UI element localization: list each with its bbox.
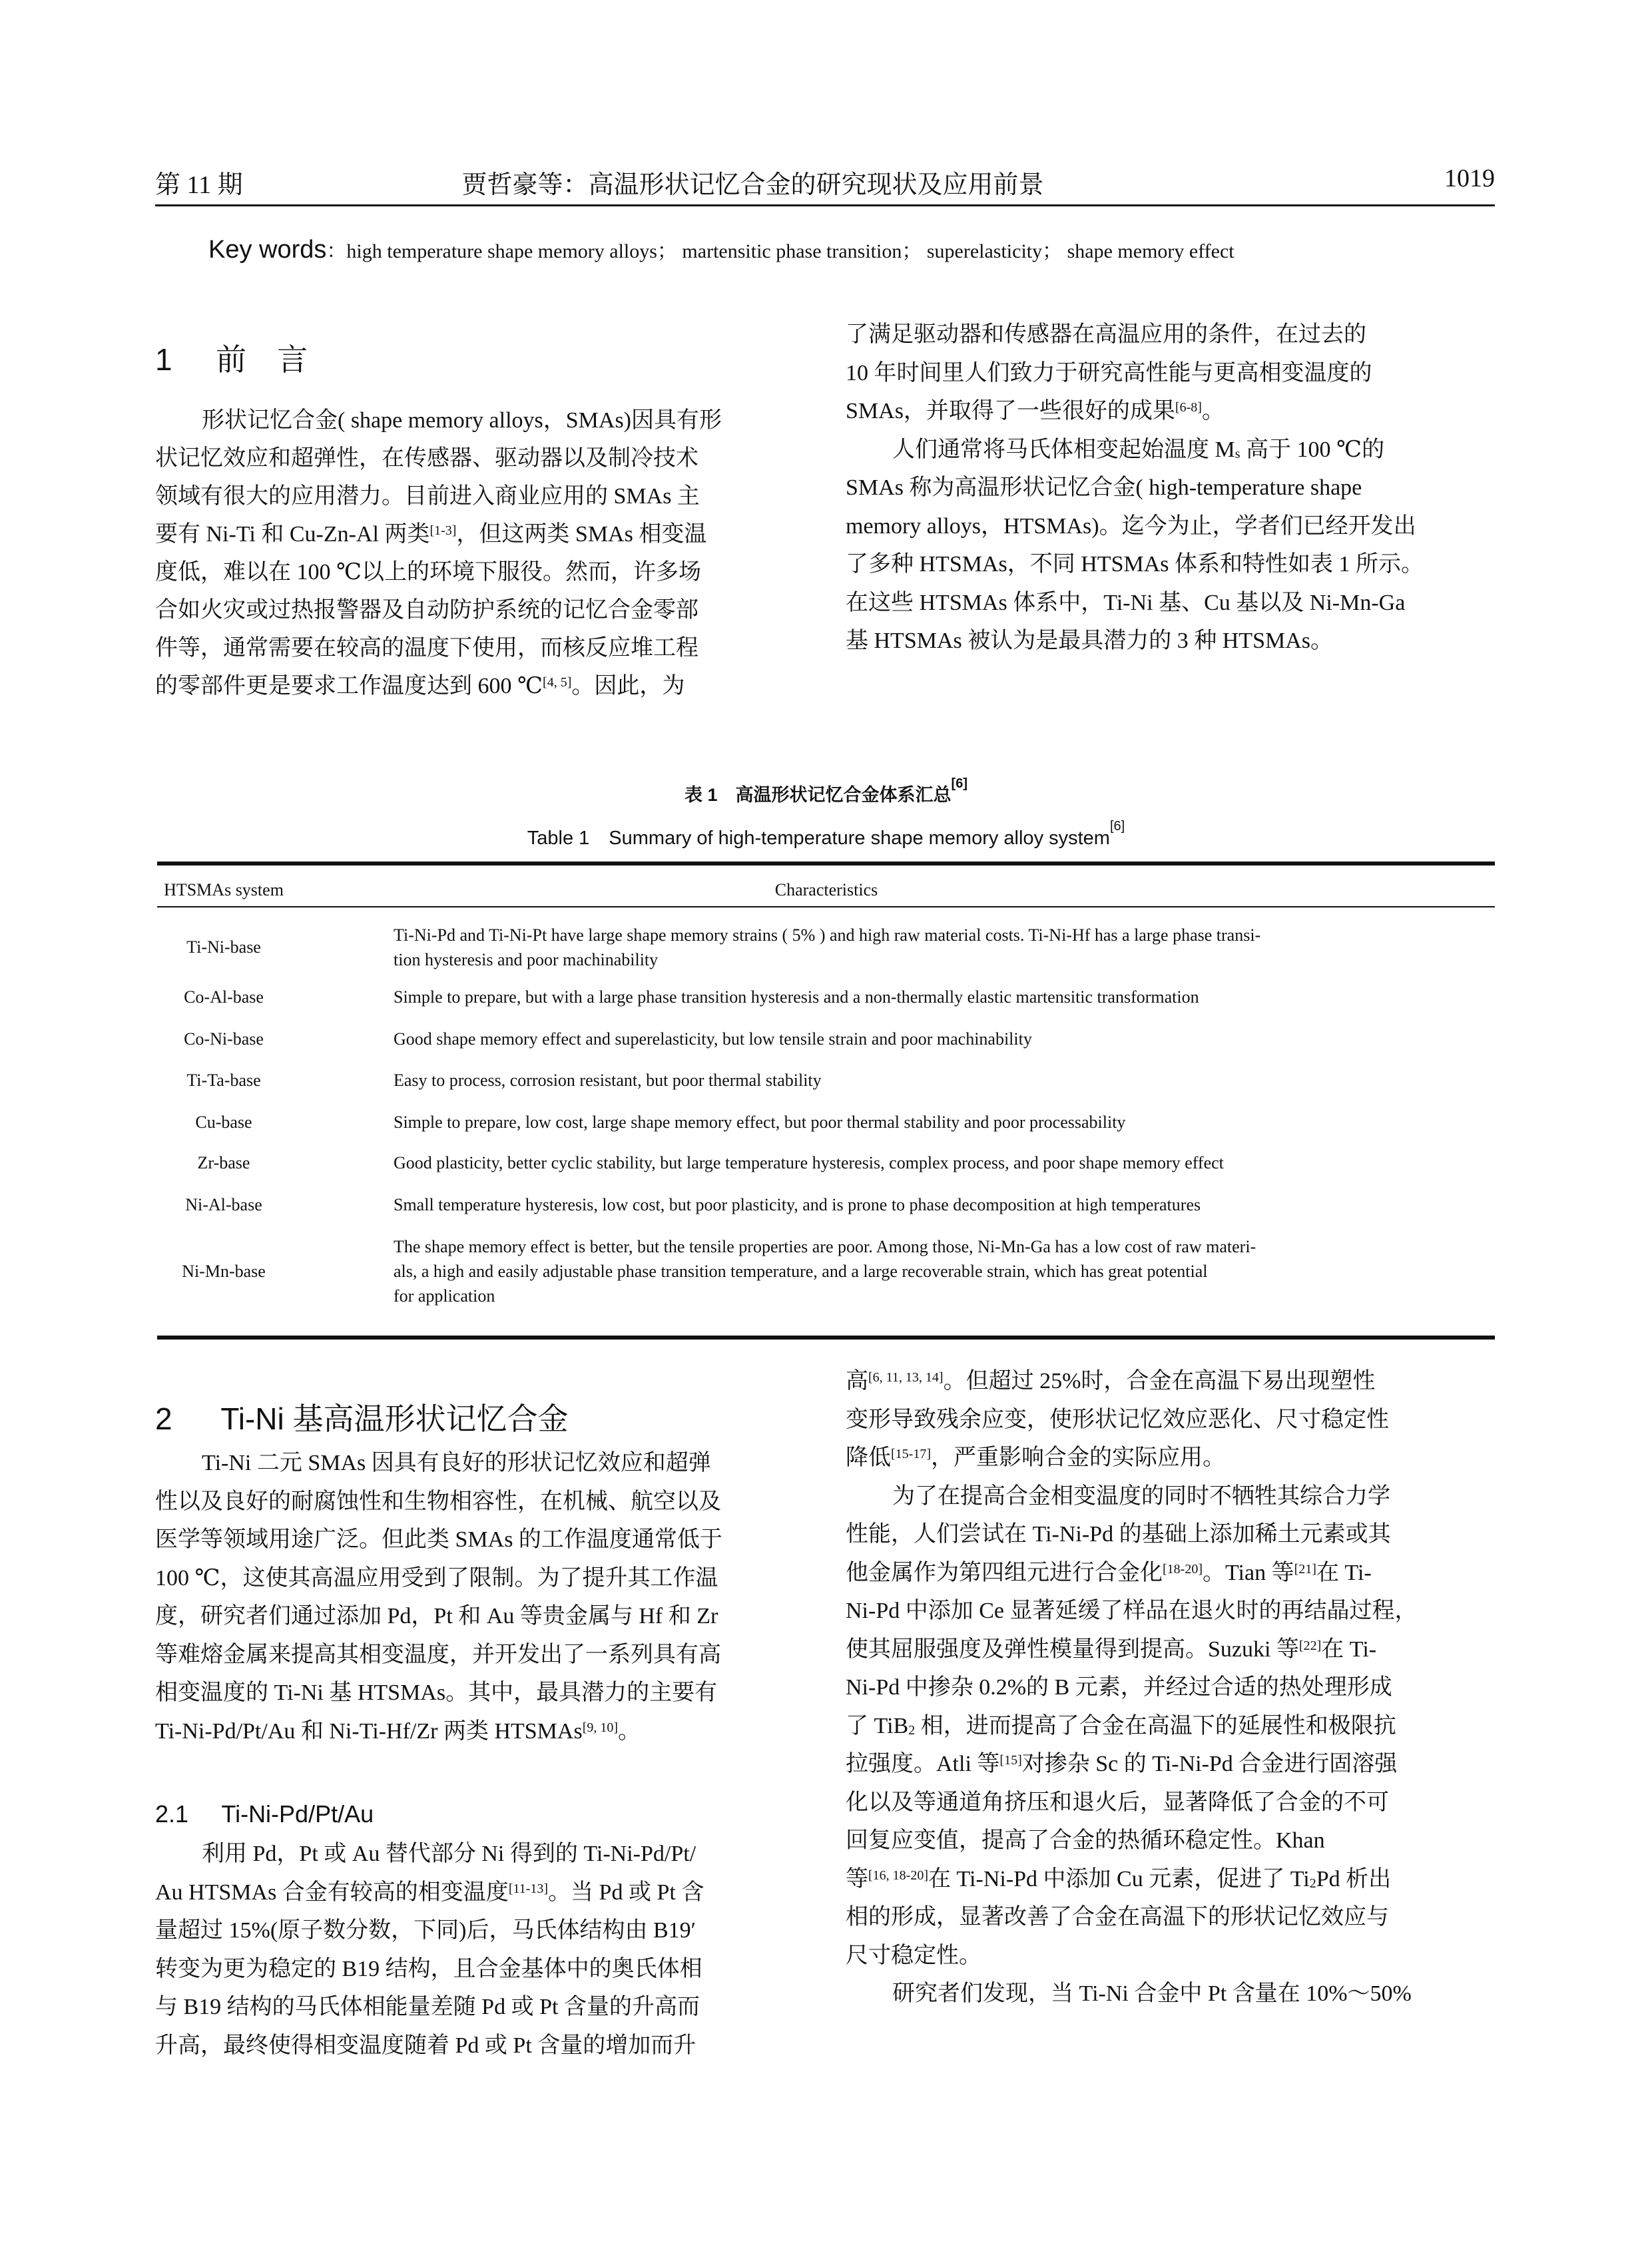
table-cell-characteristics: Simple to prepare, but with a large phase transition hysteresis and a non-thermally elastic martensitic transformation <box>394 987 1199 1007</box>
text-span: 了 TiB <box>846 1713 909 1738</box>
citation-ref: [15] <box>999 1753 1022 1768</box>
text-line <box>155 1956 796 1983</box>
text-line <box>846 1943 1495 1969</box>
citation-ref: [4, 5] <box>543 675 572 690</box>
text-span: 拉强度。Atli 等 <box>846 1752 1000 1776</box>
text-span: 形状记忆合金( shape memory alloys，SMAs)因具有形 <box>202 408 722 433</box>
citation-ref: [15-17] <box>891 1447 931 1461</box>
text-span: 研究者们发现，当 Ti-Ni 合金中 Pt 含量在 10%～50% <box>892 1981 1412 2006</box>
text-line <box>846 1828 1495 1854</box>
section-1-number: 1 <box>155 342 172 377</box>
text-span: 的零部件更是要求工作温度达到 600 ℃ <box>155 674 543 698</box>
table-cell-system: Cu-base <box>195 1113 252 1132</box>
section-2-number: 2 <box>155 1401 172 1436</box>
text-line <box>846 1866 1495 1893</box>
text-span: 基 HTSMAs 被认为是最具潜力的 3 种 HTSMAs。 <box>846 628 1333 653</box>
table-cell-system: Co-Ni-base <box>184 1029 264 1049</box>
text-span: 要有 Ni-Ti 和 Cu-Zn-Al 两类 <box>155 522 430 547</box>
text-span: 在 Ti- <box>1321 1636 1377 1662</box>
table-cell-characteristics: The shape memory effect is better, but the tensile properties are poor. Among those, Ni-Mn-Ga has a low cost of raw materi- <box>394 1237 1256 1256</box>
text-span: 。 <box>618 1718 641 1744</box>
text-span: 。 <box>1201 399 1225 423</box>
text-span: 回复应变值，提高了合金的热循环稳定性。Khan <box>846 1828 1325 1853</box>
text-span: 100 ℃，这使其高温应用受到了限制。为了提升其工作温 <box>155 1565 718 1591</box>
text-line <box>846 437 1495 463</box>
text-span: 对掺杂 Sc 的 Ti-Ni-Pd 合金进行固溶强 <box>1021 1752 1398 1776</box>
text-line <box>155 1917 796 1944</box>
keywords <box>208 234 1235 264</box>
text-span: Ti-Ni-Pd/Pt/Au 和 Ni-Ti-Hf/Zr 两类 HTSMAs <box>155 1718 583 1744</box>
text-line <box>846 398 1495 425</box>
text-span: 尺寸稳定性。 <box>846 1943 981 1968</box>
section-2-heading <box>155 1395 568 1439</box>
text-span: 相，进而提高了合金在高温下的延展性和极限抗 <box>915 1713 1396 1738</box>
text-span: 相的形成，显著改善了合金在高温下的形状记忆效应与 <box>846 1905 1389 1929</box>
text-line <box>155 1642 796 1668</box>
text-span: 量超过 15%(原子数分数，下同)后，马氏体结构由 B19′ <box>155 1918 696 1943</box>
text-line <box>155 1603 796 1630</box>
subscript: 2 <box>908 1722 916 1738</box>
table-cell-system: Co-Al-base <box>184 987 264 1007</box>
table-header-characteristics: Characteristics <box>774 880 878 899</box>
table-cell-characteristics: Easy to process, corrosion resistant, but poor thermal stability <box>394 1071 822 1090</box>
text-line <box>846 1483 1495 1510</box>
table-caption-en: Table 1 Summary of high-temperature shape memory alloy system[6] <box>527 819 1125 849</box>
text-line <box>846 1407 1495 1433</box>
subscript: 2 <box>1309 1875 1316 1891</box>
text-line <box>846 475 1495 501</box>
table-cell-characteristics: Ti-Ni-Pd and Ti-Ni-Pt have large shape memory strains ( 5% ) and high raw material costs. Ti-Ni-Hf has a large phase transi- <box>394 925 1261 945</box>
text-span: SMAs，并取得了一些很好的成果 <box>846 399 1175 423</box>
citation-ref: [18-20] <box>1163 1561 1203 1577</box>
text-span: 。但超过 25%时，合金在高温下易出现塑性 <box>943 1369 1376 1393</box>
text-span: 领域有很大的应用潜力。目前进入商业应用的 SMAs 主 <box>155 484 700 509</box>
keywords-text: high temperature shape memory alloys； martensitic phase transition； superelasticity； shape memory effect <box>346 240 1235 262</box>
text-span: 。因此，为 <box>571 674 685 698</box>
text-line <box>846 1368 1495 1395</box>
table-bottom-rule <box>157 1336 1495 1340</box>
section-1-title: 前 言 <box>216 342 308 377</box>
table-top-rule <box>157 862 1495 866</box>
text-span: 化以及等通道角挤压和退火后，显著降低了合金的不可 <box>846 1790 1389 1815</box>
text-line <box>846 1904 1495 1931</box>
text-line <box>846 360 1495 387</box>
text-span: 状记忆效应和超弹性，在传感器、驱动器以及制冷技术 <box>155 446 698 471</box>
text-line <box>155 1489 796 1515</box>
text-line <box>846 322 1495 348</box>
text-line <box>155 521 796 548</box>
section-1-heading <box>155 336 308 379</box>
text-span: ，但这两类 SMAs 相变温 <box>456 522 707 547</box>
text-span: Au HTSMAs 合金有较高的相变温度 <box>155 1879 509 1905</box>
table-header-rule <box>157 906 1495 907</box>
text-span: 降低 <box>846 1445 891 1470</box>
text-line <box>846 628 1495 654</box>
text-span: 医学等领域用途广泛。但此类 SMAs 的工作温度通常低于 <box>155 1527 722 1552</box>
text-line <box>155 1450 796 1477</box>
text-line <box>155 483 796 510</box>
text-line <box>846 1636 1495 1663</box>
text-span: Ni-Pd 中掺杂 0.2%的 B 元素，并经过合适的热处理形成 <box>846 1675 1392 1700</box>
text-line <box>846 590 1495 617</box>
text-span: 等难熔金属来提高其相变温度，并开发出了一系列具有高 <box>155 1642 721 1667</box>
text-span: SMAs 称为高温形状记忆合金( high-temperature shape <box>846 475 1362 500</box>
text-line <box>155 445 796 472</box>
text-span: 了多种 HTSMAs，不同 HTSMAs 体系和特性如表 1 所示。 <box>846 552 1424 577</box>
text-line <box>155 1994 796 2021</box>
page-number: 1019 <box>1444 164 1495 192</box>
text-span: 。当 Pd 或 Pt 含 <box>548 1879 704 1905</box>
subscript: s <box>1235 446 1240 461</box>
text-span: 10 年时间里人们致力于研究高性能与更高相变温度的 <box>846 360 1372 385</box>
keywords-separator: ： <box>326 240 347 262</box>
text-line <box>155 1718 796 1745</box>
table-cell-system: Zr-base <box>197 1153 250 1172</box>
text-span: 升高，最终使得相变温度随着 Pd 或 Pt 含量的增加而升 <box>155 2033 696 2058</box>
citation-ref: [9, 10] <box>582 1720 619 1735</box>
text-line <box>155 407 796 434</box>
text-span: 性以及良好的耐腐蚀性和生物相容性，在机械、航空以及 <box>155 1489 721 1514</box>
table-cell-characteristics: Small temperature hysteresis, low cost, but poor plasticity, and is prone to phase decomposition at high temperatures <box>394 1195 1201 1214</box>
citation-ref: [21] <box>1294 1561 1316 1577</box>
text-line <box>155 673 796 700</box>
text-line <box>846 1981 1495 2007</box>
text-span: 高 <box>846 1369 868 1393</box>
text-line <box>155 2033 796 2059</box>
table-cell-system: Ti-Ni-base <box>186 937 261 957</box>
keywords-label: Key words <box>208 236 327 264</box>
text-line <box>846 1521 1495 1548</box>
table-cell-characteristics: Good shape memory effect and superelasticity, but low tensile strain and poor machinability <box>394 1029 1032 1049</box>
table-cell-system: Ti-Ta-base <box>186 1071 261 1090</box>
text-span: 等 <box>846 1866 868 1891</box>
text-span: 度，研究者们通过添加 Pd，Pt 和 Au 等贵金属与 Hf 和 Zr <box>155 1604 718 1628</box>
text-line <box>846 1713 1495 1740</box>
text-line <box>846 513 1495 540</box>
table-cell-characteristics: tion hysteresis and poor machinability <box>394 950 659 969</box>
text-line <box>846 1445 1495 1471</box>
text-span: ，严重影响合金的实际应用。 <box>930 1445 1225 1470</box>
text-span: 度低，难以在 100 ℃以上的环境下服役。然而，许多场 <box>155 560 702 585</box>
text-span: 了满足驱动器和传感器在高温应用的条件，在过去的 <box>846 322 1366 347</box>
text-span: 合如火灾或过热报警器及自动防护系统的记忆合金零部 <box>155 598 698 622</box>
text-span: memory alloys，HTSMAs)。迄今为止，学者们已经开发出 <box>846 513 1416 539</box>
citation-ref: [1-3] <box>429 523 457 538</box>
text-line <box>846 1598 1495 1624</box>
table-caption-cn: 表 1 高温形状记忆合金体系汇总[6] <box>685 776 967 805</box>
citation-ref: [16, 18-20] <box>868 1868 928 1883</box>
section-2-title: Ti-Ni 基高温形状记忆合金 <box>220 1401 569 1436</box>
text-span: 高于 100 ℃的 <box>1240 437 1385 462</box>
text-line <box>155 1879 796 1906</box>
text-line <box>155 1680 796 1706</box>
text-line <box>155 635 796 662</box>
text-span: 人们通常将马氏体相变起始温度 M <box>892 437 1235 462</box>
text-span: 件等，通常需要在较高的温度下使用，而核反应堆工程 <box>155 636 698 660</box>
text-span: 利用 Pd，Pt 或 Au 替代部分 Ni 得到的 Ti-Ni-Pd/Pt/ <box>202 1842 696 1866</box>
text-line <box>846 1790 1495 1816</box>
table-cell-system: Ni-Mn-base <box>182 1262 266 1281</box>
text-span: 与 B19 结构的马氏体相能量差随 Pd 或 Pt 含量的升高而 <box>155 1995 700 2019</box>
citation-ref: [6-8] <box>1175 400 1202 415</box>
table-cell-system: Ni-Al-base <box>185 1195 262 1214</box>
text-span: 在 Ti- <box>1316 1560 1372 1585</box>
text-line <box>155 1841 796 1868</box>
text-span: 他金属作为第四组元进行合金化 <box>846 1560 1163 1585</box>
text-span: Ni-Pd 中添加 Ce 显著延缓了样品在退火时的再结晶过程， <box>846 1599 1418 1623</box>
subsection-2-1-number: 2.1 <box>155 1800 189 1828</box>
text-span: 使其屈服强度及弹性模量得到提高。Suzuki 等 <box>846 1636 1299 1662</box>
table-cell-characteristics: Good plasticity, better cyclic stability, but large temperature hysteresis, complex process, and poor shape memory effect <box>394 1153 1224 1172</box>
text-span: 在 Ti-Ni-Pd 中添加 Cu 元素，促进了 Ti <box>928 1866 1310 1891</box>
text-span: Pd 析出 <box>1316 1866 1392 1891</box>
header-rule <box>155 204 1495 206</box>
subsection-2-1-title: Ti-Ni-Pd/Pt/Au <box>221 1800 374 1828</box>
citation-ref: [22] <box>1298 1638 1322 1653</box>
text-line <box>846 1751 1495 1778</box>
subsection-2-1-heading <box>155 1800 374 1828</box>
text-span: 为了在提高合金相变温度的同时不牺牲其综合力学 <box>892 1483 1390 1509</box>
table-cell-characteristics: als, a high and easily adjustable phase transition temperature, and a large recoverable strain, which has great potential <box>394 1262 1208 1281</box>
text-span: 在这些 HTSMAs 体系中，Ti-Ni 基、Cu 基以及 Ni-Mn-Ga <box>846 590 1406 615</box>
text-span: 性能，人们尝试在 Ti-Ni-Pd 的基础上添加稀土元素或其 <box>846 1522 1391 1547</box>
citation-ref: [11-13] <box>508 1881 549 1896</box>
table-header-system: HTSMAs system <box>164 880 284 899</box>
text-span: 。Tian 等 <box>1202 1560 1294 1585</box>
table-cell-characteristics: for application <box>394 1286 495 1306</box>
citation-ref: [6, 11, 13, 14] <box>868 1370 944 1385</box>
text-line <box>846 1560 1495 1587</box>
text-span: 相变温度的 Ti-Ni 基 HTSMAs。其中，最具潜力的主要有 <box>155 1680 718 1705</box>
text-line <box>846 1674 1495 1701</box>
text-span: 转变为更为稳定的 B19 结构，且合金基体中的奥氏体相 <box>155 1956 702 1981</box>
table-cell-characteristics: Simple to prepare, low cost, large shape memory effect, but poor thermal stability and poor processability <box>394 1113 1126 1132</box>
text-line <box>155 597 796 624</box>
journal-issue: 第 11 期 <box>155 171 243 199</box>
text-line <box>155 1527 796 1553</box>
running-title: 贾哲豪等：高温形状记忆合金的研究现状及应用前景 <box>461 171 1044 199</box>
text-line <box>155 559 796 586</box>
text-span: 变形导致残余应变，使形状记忆效应恶化、尺寸稳定性 <box>846 1407 1389 1432</box>
text-span: Ti-Ni 二元 SMAs 因具有良好的形状记忆效应和超弹 <box>202 1451 711 1475</box>
text-line <box>846 551 1495 578</box>
text-line <box>155 1565 796 1592</box>
